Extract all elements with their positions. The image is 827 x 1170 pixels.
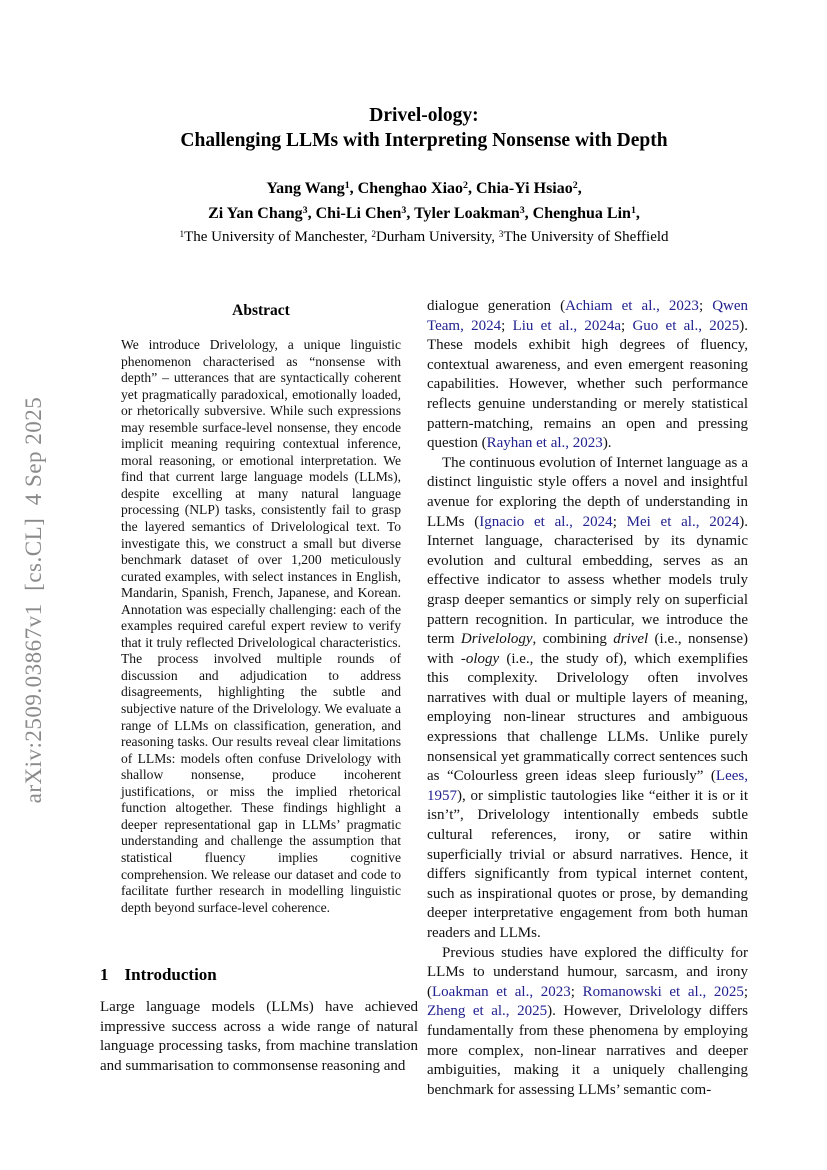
text-segment: ). Internet language, characterised by its dynamic evolution and cultural embedding, serves as an effective indicator to assess whether models truly grasp deeper semantics or simply rely on superficial pattern recognition. In particular, we introduce the term xyxy=(427,513,748,648)
introduction-paragraph-left-column: Large language models (LLMs) have achieved impressive success across a wide range of natural language processing tasks, from machine translation and summarisation to commonsense reasoning and xyxy=(100,999,418,1074)
superscript-marker: 2 xyxy=(371,229,377,240)
paragraph xyxy=(427,297,748,454)
affiliation-line xyxy=(100,227,748,250)
text-segment: (i.e., nonsense) with xyxy=(427,631,748,667)
abstract-heading: Abstract xyxy=(232,302,290,319)
paper-title-line-1: Drivel-ology: xyxy=(369,105,479,126)
paragraph xyxy=(427,944,748,1101)
text-segment: , Chenghao Xiao xyxy=(349,180,464,197)
text-segment: , Chenghua Lin xyxy=(524,205,631,222)
italic-term: Drivelology xyxy=(460,631,533,648)
citation-link[interactable]: Mei et al., 2024 xyxy=(626,513,740,530)
author-line-2 xyxy=(100,202,748,227)
author-block xyxy=(100,177,748,250)
citation-link[interactable]: Ignacio et al., 2024 xyxy=(479,513,613,530)
arxiv-watermark: arXiv:2509.03867v1 [cs.CL] 4 Sep 2025 xyxy=(21,396,46,804)
citation-link[interactable]: Rayhan et al., 2023 xyxy=(486,435,603,452)
superscript-marker: 3 xyxy=(519,205,525,217)
text-segment: The University of Sheffield xyxy=(503,229,669,245)
superscript-marker: 3 xyxy=(498,229,504,240)
superscript-marker: 1 xyxy=(630,205,636,217)
citation-link[interactable]: Lees, 1957 xyxy=(427,768,748,804)
text-segment: Zi Yan Chang xyxy=(208,205,303,222)
section-title: Introduction xyxy=(124,965,217,984)
paper-header xyxy=(100,103,748,153)
text-segment: dialogue generation ( xyxy=(427,298,566,314)
text-segment: (i.e., the study of), which exemplifies this complexity. Drivelology often involves narratives with dual or multiple layers of meaning, employing non-linear structures and ambiguous expressions that challenge LLMs. Unlike purely nonsensical yet grammatically correct sentences such as “Colourless green ideas sleep furiously” ( xyxy=(427,650,748,785)
paper-title-line-2: Challenging LLMs with Interpreting Nonsense with Depth xyxy=(180,130,668,151)
text-segment: Yang Wang xyxy=(266,180,345,197)
text-segment: ; xyxy=(612,513,627,530)
text-segment: ; xyxy=(621,317,633,334)
text-segment: , xyxy=(577,180,582,197)
superscript-marker: 3 xyxy=(302,205,308,217)
text-segment: Durham University, xyxy=(376,229,499,245)
abstract-body: We introduce Drivelology, a unique linguistic phenomenon characterised as “nonsense with depth” – utterances that are syntactically coherent yet pragmatically paradoxical, emotionally loaded, or rhetorically subversive. While such expressions may resemble surface-level nonsense, they encode implicit meaning requiring contextual inference, moral reasoning, or emotional interpretation. We find that current large language models (LLMs), despite excelling at many natural language processing (NLP) tasks, consistently fail to grasp the layered semantics of Drivelological text. To investigate this, we construct a small but diverse benchmark dataset of over 1,200 meticulously curated examples, with select instances in English, Mandarin, Spanish, French, Japanese, and Korean. Annotation was especially challenging: each of the examples required careful expert review to verify that it truly reflected Drivelological characteristics. The process involved multiple rounds of discussion and adjudication to address disagreements, highlighting the subtle and subjective nature of the Drivelology. We evaluate a range of LLMs on classification, generation, and reasoning tasks. Our results reveal clear limitations of LLMs: models often confuse Drivelology with shallow nonsense, produce incoherent justifications, or miss the implied rhetorical function altogether. These findings highlight a deeper representational gap in LLMs’ pragmatic understanding and challenge the assumption that statistical fluency implies cognitive comprehension. We release our dataset and code to facilitate further research in modelling linguistic depth beyond surface-level coherence. xyxy=(121,337,401,915)
text-segment: ; xyxy=(698,298,713,314)
superscript-marker: 1 xyxy=(344,180,350,192)
right-column xyxy=(427,297,748,1100)
text-segment: ), or simplistic tautologies like “either it is or it isn’t”, Drivelology intentionally embeds subtle cultural references, irony, or satire within superficially trivial or absurd narratives. Hence, it differs significantly from typical internet content, such as inspirational quotes or prose, by demanding deeper interpretative engagement from both human readers and LLMs. xyxy=(427,787,748,941)
text-segment: The continuous evolution of Internet language as a distinct linguistic style offers a novel and insightful avenue for exploring the depth of understanding in LLMs ( xyxy=(427,454,748,530)
text-segment: ). However, Drivelology differs fundamentally from these phenomena by employing more complex, non-linear narratives and deeper ambiguities, making it a uniquely challenging benchmark for assessing LLMs’ semantic com- xyxy=(427,1003,748,1098)
text-segment: , combining xyxy=(532,631,614,648)
text-segment: ). These models exhibit high degrees of fluency, contextual awareness, and even emergent reasoning capabilities. However, whether such performance reflects genuine understanding or merely statistical pattern-matching, remains an open and pressing question ( xyxy=(427,317,748,452)
text-segment: ; xyxy=(501,317,513,334)
author-line-1 xyxy=(100,177,748,202)
superscript-marker: 3 xyxy=(401,205,407,217)
citation-link[interactable]: Guo et al., 2025 xyxy=(632,317,740,334)
paragraph xyxy=(427,454,748,944)
citation-link[interactable]: Achiam et al., 2023 xyxy=(565,298,699,314)
superscript-marker: 2 xyxy=(463,180,468,192)
text-segment: The University of Manchester, xyxy=(184,229,372,245)
text-segment: ; xyxy=(743,983,748,1000)
text-segment: ; xyxy=(570,983,583,1000)
citation-link[interactable]: Qwen Team, 2024 xyxy=(427,298,748,334)
abstract-section xyxy=(121,302,401,916)
citation-link[interactable]: Loakman et al., 2023 xyxy=(432,983,571,1000)
citation-link[interactable]: Romanowski et al., 2025 xyxy=(582,983,744,1000)
superscript-marker: 2 xyxy=(572,180,578,192)
citation-link[interactable]: Liu et al., 2024a xyxy=(512,317,622,334)
text-segment: , xyxy=(635,205,640,222)
italic-term: -ology xyxy=(460,650,500,667)
superscript-marker: 1 xyxy=(179,229,185,240)
text-segment: ). xyxy=(602,435,612,452)
italic-term: drivel xyxy=(613,631,649,648)
text-segment: , Chi-Li Chen xyxy=(307,205,402,222)
section-heading-introduction xyxy=(100,965,217,985)
text-segment: Previous studies have explored the difficulty for LLMs to understand humour, sarcasm, and irony ( xyxy=(427,944,748,1000)
text-segment: , Chia-Yi Hsiao xyxy=(467,180,573,197)
section-number: 1 xyxy=(100,965,109,984)
citation-link[interactable]: Zheng et al., 2025 xyxy=(427,1003,548,1020)
text-segment: , Tyler Loakman xyxy=(406,205,520,222)
